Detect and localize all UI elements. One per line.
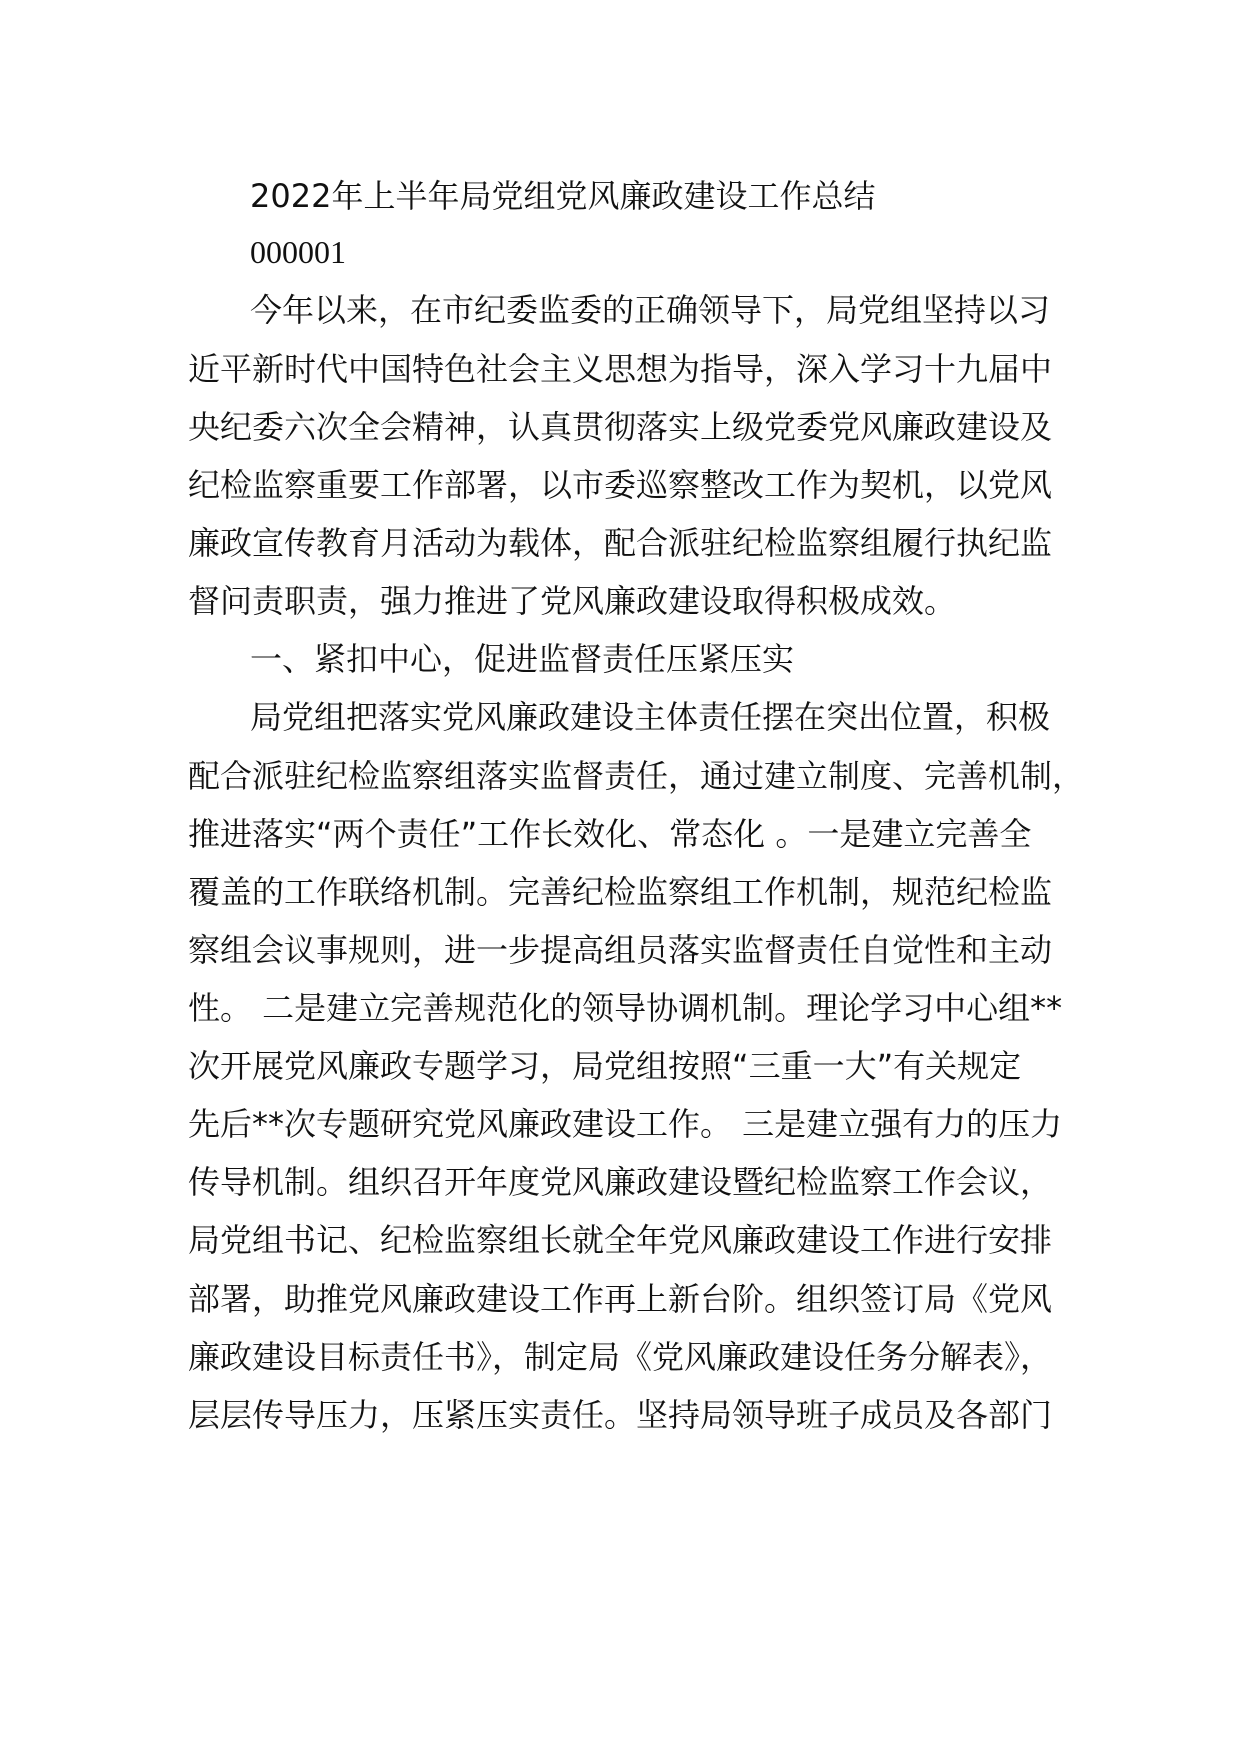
paragraph-line: 廉政建设目标责任书》，制定局《党风廉政建设任务分解表》，	[188, 1338, 1053, 1376]
section-heading: 一、紧扣中心，促进监督责任压紧压实	[250, 640, 795, 678]
paragraph-line: 先后**次专题研究党风廉政建设工作。 三是建立强有力的压力	[188, 1105, 1063, 1143]
paragraph-line: 部署，助推党风廉政建设工作再上新台阶。组织签订局《党风	[188, 1280, 1053, 1318]
paragraph-line: 纪检监察重要工作部署，以市委巡察整改工作为契机，以党风	[188, 466, 1053, 504]
paragraph-line: 督问责职责，强力推进了党风廉政建设取得积极成效。	[188, 582, 957, 620]
paragraph-line: 传导机制。组织召开年度党风廉政建设暨纪检监察工作会议，	[188, 1163, 1053, 1201]
paragraph-line: 局党组书记、纪检监察组长就全年党风廉政建设工作进行安排	[188, 1221, 1053, 1259]
paragraph-line: 近平新时代中国特色社会主义思想为指导，深入学习十九届中	[188, 350, 1053, 388]
paragraph-line: 察组会议事规则，进一步提高组员落实监督责任自觉性和主动	[188, 931, 1053, 969]
paragraph-line: 性。 二是建立完善规范化的领导协调机制。理论学习中心组**	[188, 989, 1063, 1027]
paragraph-line: 局党组把落实党风廉政建设主体责任摆在突出位置，积极	[250, 698, 1051, 736]
paragraph-line: 覆盖的工作联络机制。完善纪检监察组工作机制，规范纪检监	[188, 873, 1053, 911]
document-title: 2022年上半年局党组党风廉政建设工作总结	[250, 177, 876, 215]
paragraph-line: 今年以来，在市纪委监委的正确领导下，局党组坚持以习	[250, 291, 1051, 329]
paragraph-line: 央纪委六次全会精神，认真贯彻落实上级党委党风廉政建设及	[188, 408, 1053, 446]
paragraph-line: 推进落实“两个责任”工作长效化、常态化 。一是建立完善全	[188, 815, 1032, 853]
paragraph-line: 层层传导压力，压紧压实责任。坚持局领导班子成员及各部门	[188, 1396, 1053, 1434]
paragraph-line: 廉政宣传教育月活动为载体，配合派驻纪检监察组履行执纪监	[188, 524, 1053, 562]
paragraph-line: 次开展党风廉政专题学习，局党组按照“三重一大”有关规定	[188, 1047, 1022, 1085]
document-code: 000001	[250, 234, 346, 270]
paragraph-line: 配合派驻纪检监察组落实监督责任，通过建立制度、完善机制，	[188, 757, 1085, 795]
